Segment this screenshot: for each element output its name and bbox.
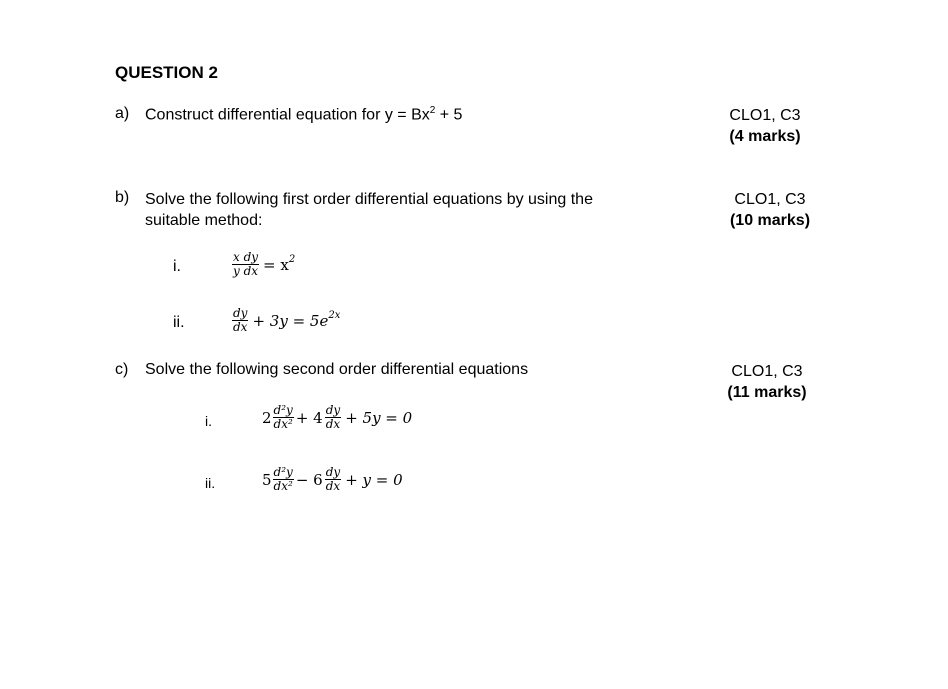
part-c-item-2-equation [262,466,403,493]
part-a-marks-block [700,105,830,147]
fraction-numerator: dy [233,306,248,320]
part-b-marks-block [705,189,835,231]
fraction-denominator: dx [325,479,341,493]
fraction-numerator: d²y [273,403,293,417]
part-b-line2: suitable method: [145,212,263,229]
part-a-text-suffix: + 5 [435,106,463,124]
part-a-text-sup: 2 [429,105,436,116]
part-a-label: a) [115,105,130,122]
part-a-clo: CLO1, C3 [729,107,801,124]
part-b-item-2-label: ii. [173,314,185,331]
part-b-clo: CLO1, C3 [734,191,806,208]
equation-rhs-sup: 2 [288,254,296,265]
equation-rest: + 5y = 0 [345,408,413,427]
equation-rhs: = x [263,255,289,274]
equation-rhs: + 3y = 5e [252,311,329,330]
operator-term: + 4 [295,408,323,427]
equation-rhs-sup: 2x [328,310,341,321]
part-b-marks: (10 marks) [729,212,811,229]
part-c-clo: CLO1, C3 [731,363,803,380]
first-derivative-fraction [325,466,341,493]
second-derivative-fraction [273,404,294,431]
fraction-denominator: y dx [233,264,259,278]
fraction [232,251,259,278]
operator-term: − 6 [295,470,323,489]
fraction-numerator: x dy [233,250,259,264]
part-c-item-1-equation [262,404,412,431]
equation-rest: + y = 0 [345,470,403,489]
fraction-denominator: dx² [273,479,293,493]
fraction-denominator: dx [233,320,248,334]
part-a-marks: (4 marks) [729,128,801,145]
part-b-label: b) [115,189,130,206]
part-c-marks-block [702,361,832,403]
question-title: QUESTION 2 [115,63,218,82]
fraction-numerator: dy [325,465,341,479]
part-b-item-2-equation [231,307,340,334]
part-b-text [145,189,593,231]
part-b-line1: Solve the following first order differential equations by using the [145,191,593,208]
part-b-item-1-label: i. [173,258,181,275]
first-derivative-fraction [325,404,341,431]
fraction-numerator: dy [325,403,341,417]
coefficient: 2 [262,408,272,427]
part-b-item-1-equation [231,251,295,278]
second-derivative-fraction [273,466,294,493]
fraction-denominator: dx² [273,417,293,431]
coefficient: 5 [262,470,272,489]
part-c-label: c) [115,361,129,378]
part-c-text: Solve the following second order differential equations [145,361,529,378]
fraction-numerator: d²y [273,465,293,479]
fraction-denominator: dx [325,417,341,431]
part-c-item-1-label: i. [205,413,212,429]
part-a-text-main: Construct differential equation for y = Bx [145,106,430,124]
part-c-marks: (11 marks) [727,384,807,401]
part-a-text [145,105,462,124]
fraction [232,307,248,334]
part-c-item-2-label: ii. [205,475,216,491]
